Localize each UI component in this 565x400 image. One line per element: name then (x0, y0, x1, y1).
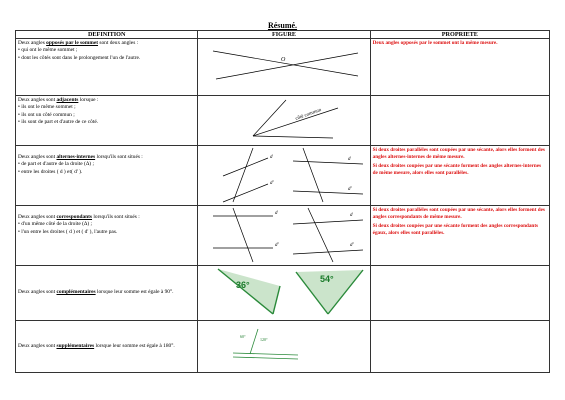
property-cell (370, 96, 549, 146)
complementary-angles-figure (198, 266, 368, 319)
header-definition: DEFINITION (16, 31, 198, 39)
keyword: alternes-internes (56, 154, 96, 160)
table-row (16, 39, 550, 96)
keyword: complémentaires (56, 289, 96, 296)
figure-cell (198, 321, 370, 373)
header-property: PROPRIETE (370, 31, 549, 39)
line-label: d (270, 155, 273, 160)
angle-label: 60° (240, 334, 246, 339)
table-header-row (16, 31, 550, 39)
table-row (16, 266, 550, 321)
table-row (16, 321, 550, 373)
list-item: • d'un même côté de la droite (Δ) ; (18, 221, 195, 228)
list-item: • l'un entre les droites ( d ) et ( d' ), l'autre pas. (18, 229, 195, 236)
property-cell: Si deux droites parallèles sont coupées par une sécante, alors elles forment des angles correspondants de même mesure. Si deux droites coupées par une sécante forment des angles correspondants égaux, alors elles sont parallèles. (370, 206, 549, 266)
keyword: supplémentaires (56, 342, 95, 349)
figure-cell (198, 206, 370, 266)
alternate-interior-figure (198, 146, 368, 204)
page-title: Résumé. (267, 21, 298, 30)
property-cell: Si deux droites parallèles sont coupées par une sécante, alors elles forment des angles alternes-internes de même mesure. Si deux droites coupées par une sécante forment des angles alternes-internes de même mesure, alors elles sont parallèles. (370, 146, 549, 206)
summary-table (15, 30, 550, 373)
property-cell: Deux angles opposés par le sommet ont la même mesure. (370, 39, 549, 96)
figure-cell (198, 266, 370, 321)
definition-cell: Deux angles sont adjacents lorsque : • ils ont le même sommet ; • ils ont un côté commun ; • ils sont de part et d'autre de ce côté. (16, 96, 198, 146)
property-cell (370, 321, 549, 373)
angle-label: 36° (236, 280, 251, 290)
list-item: • qui ont le même sommet ; (18, 47, 195, 54)
figure-cell (198, 39, 370, 96)
list-item: • ils ont un côté commun ; (18, 112, 195, 119)
header-figure: FIGURE (198, 31, 370, 39)
angle-label: 120° (260, 337, 268, 342)
common-side-label: côté commun (295, 107, 323, 122)
opposite-angles-figure (198, 39, 368, 94)
line-label: d' (348, 187, 352, 192)
property-cell (370, 266, 549, 321)
list-item: • de part et d'autre de la droite (Δ) ; (18, 161, 195, 168)
list-item: • entre les droites ( d ) et( d' ). (18, 169, 195, 176)
definition-cell: Deux angles sont correspondants lorsqu'ils sont situés : • d'un même côté de la droite (Δ) ; • l'un entre les droites ( d ) et ( d' ), l'autre pas. (16, 206, 198, 266)
definition-cell: Deux angles opposés par le sommet sont deux angles : • qui ont le même sommet ; • dont les côtés sont dans le prolongement l'un de l'autre. (16, 39, 198, 96)
line-label: d' (270, 181, 274, 186)
keyword: opposés par le sommet (46, 40, 99, 46)
definition-cell: Deux angles sont complémentaires lorsque leur somme est égale à 90°. (16, 266, 198, 321)
line-label: d (275, 211, 278, 216)
keyword: correspondants (56, 214, 93, 220)
list-item: • dont les côtés sont dans le prolongement l'un de l'autre. (18, 55, 195, 62)
list-item: • ils ont le même sommet ; (18, 104, 195, 111)
adjacent-angles-figure (198, 96, 368, 144)
angle-label: 54° (320, 274, 335, 284)
line-label: d (348, 157, 351, 162)
table-row (16, 96, 550, 146)
list-item: • ils sont de part et d'autre de ce côté. (18, 119, 195, 126)
line-label: d' (275, 243, 279, 248)
line-label: d' (350, 243, 354, 248)
vertex-label: O (281, 57, 286, 63)
line-label: d (350, 213, 353, 218)
definition-cell: Deux angles sont supplémentaires lorsque leur somme est égale à 180°. (16, 321, 198, 373)
corresponding-angles-figure (198, 206, 368, 264)
keyword: adjacents (56, 97, 79, 103)
figure-cell (198, 96, 370, 146)
figure-cell (198, 146, 370, 206)
definition-cell: Deux angles sont alternes-internes lorsqu'ils sont situés : • de part et d'autre de la droite (Δ) ; • entre les droites ( d ) et( d' ). (16, 146, 198, 206)
table-row (16, 206, 550, 266)
supplementary-angles-figure (198, 321, 368, 371)
table-row (16, 146, 550, 206)
